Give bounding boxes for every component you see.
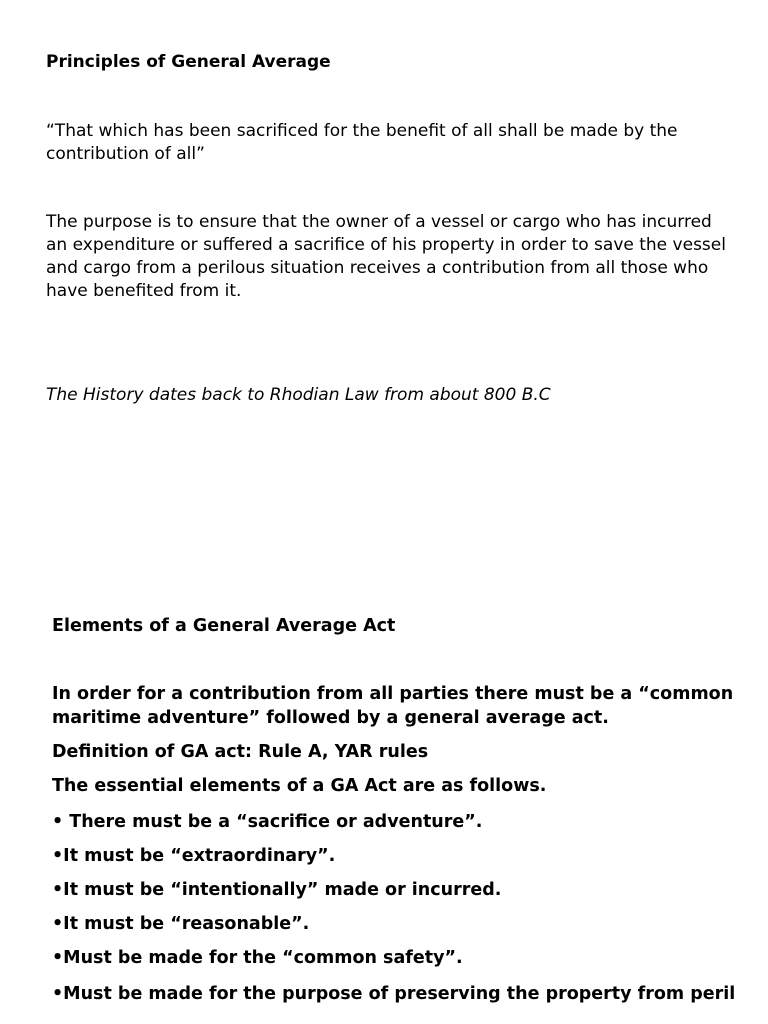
element-item: •It must be “extraordinary”. (52, 846, 336, 866)
principle-quote: “That which has been sacrificed for the benefit of all shall be made by the contribution of all” (46, 121, 678, 164)
purpose-paragraph: The purpose is to ensure that the owner of a vessel or cargo who has incurred an expenditure or suffered a sacrifice of his property in order to save the vessel and cargo from a perilous situation receives a contribution from all those who have benefited from it. (46, 212, 726, 301)
element-item: •Must be made for the purpose of preserving the property from peril (52, 984, 736, 1004)
contribution-intro: In order for a contribution from all parties there must be a “common maritime adventure” followed by a general average act. (52, 684, 734, 728)
element-item: • There must be a “sacrifice or adventure”. (52, 812, 483, 832)
history-note: The History dates back to Rhodian Law from about 800 B.C (46, 385, 551, 405)
element-item: •It must be “reasonable”. (52, 914, 310, 934)
essential-elements-lead: The essential elements of a GA Act are as follows. (52, 776, 547, 796)
principles-heading: Principles of General Average (46, 52, 331, 72)
ga-act-definition: Definition of GA act: Rule A, YAR rules (52, 742, 429, 762)
elements-heading: Elements of a General Average Act (52, 616, 396, 636)
element-item: •It must be “intentionally” made or incurred. (52, 880, 502, 900)
element-item: •Must be made for the “common safety”. (52, 948, 463, 968)
